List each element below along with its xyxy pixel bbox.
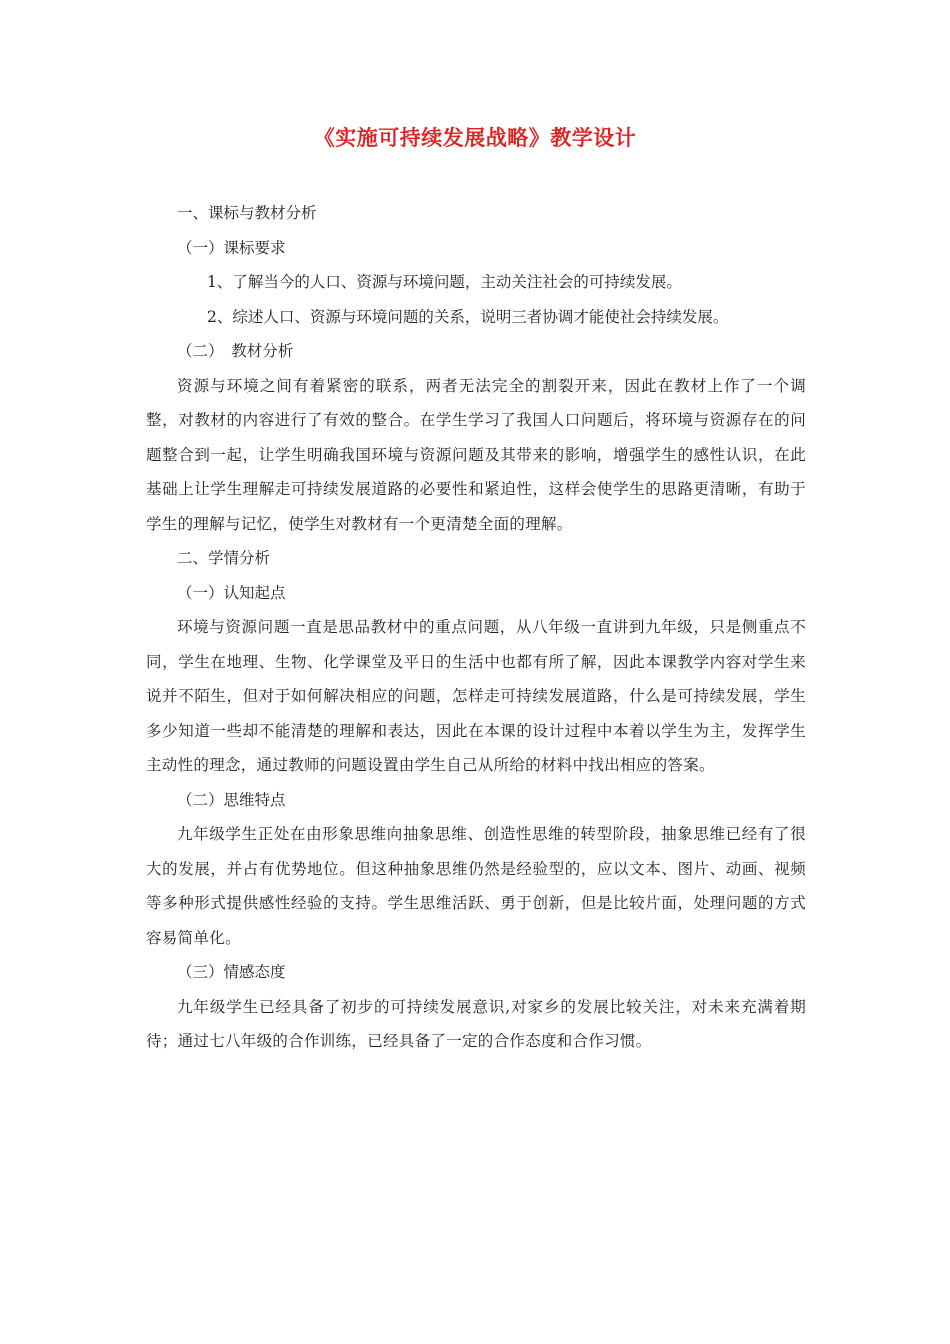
document-title: 《实施可持续发展战略》教学设计 (313, 125, 637, 150)
subsection-heading-thinking: （二）思维特点 (177, 790, 286, 809)
section-heading-2: 二、学情分析 (177, 549, 271, 567)
standards-item-2: 2、综述人口、资源与环境问题的关系，说明三者协调才能使社会持续发展。 (207, 307, 729, 326)
subsection-heading-textbook: （二） 教材分析 (177, 342, 294, 360)
section-heading-1: 一、课标与教材分析 (177, 204, 317, 222)
paragraph-cognitive-start: 环境与资源问题一直是思品教材中的重点问题，从八年级一直讲到九年级，只是侧重点不同，学生在地理、生物、化学课堂及平日的生活中也都有所了解，因此本课教学内容对学生来说并不陌生，但对于如何解决相应的问题，怎样走可持续发展道路，什么是可持续发展，学生多少知道一些却不能清楚的理解和表达，因此在本课的设计过程中本着以学生为主，发挥学生主动性的理念，通过教师的问题设置由学生自己从所给的材料中找出相应的答案。 (146, 618, 806, 774)
document-body (146, 196, 806, 1059)
subsection-heading-standards: （一）课标要求 (177, 238, 286, 257)
subsection-heading-attitude: （三）情感态度 (177, 963, 286, 981)
subsection-heading-cognitive: （一）认知起点 (177, 583, 286, 602)
standards-item-1: 1、了解当今的人口、资源与环境问题，主动关注社会的可持续发展。 (207, 273, 682, 291)
paragraph-emotional-attitude: 九年级学生已经具备了初步的可持续发展意识,对家乡的发展比较关注，对未来充满着期待；通过七八年级的合作训练，已经具备了一定的合作态度和合作习惯。 (146, 997, 806, 1050)
paragraph-thinking-features: 九年级学生正处在由形象思维向抽象思维、创造性思维的转型阶段，抽象思维已经有了很大的发展，并占有优势地位。但这种抽象思维仍然是经验型的，应以文本、图片、动画、视频等多种形式提供感性经验的支持。学生思维活跃、勇于创新，但是比较片面，处理问题的方式容易简单化。 (146, 825, 806, 947)
paragraph-textbook-analysis: 资源与环境之间有着紧密的联系，两者无法完全的割裂开来，因此在教材上作了一个调整，对教材的内容进行了有效的整合。在学生学习了我国人口问题后，将环境与资源存在的问题整合到一起，让学生明确我国环境与资源问题及其带来的影响，增强学生的感性认识，在此基础上让学生理解走可持续发展道路的必要性和紧迫性，这样会使学生的思路更清晰，有助于学生的理解与记忆，使学生对教材有一个更清楚全面的理解。 (146, 376, 806, 533)
